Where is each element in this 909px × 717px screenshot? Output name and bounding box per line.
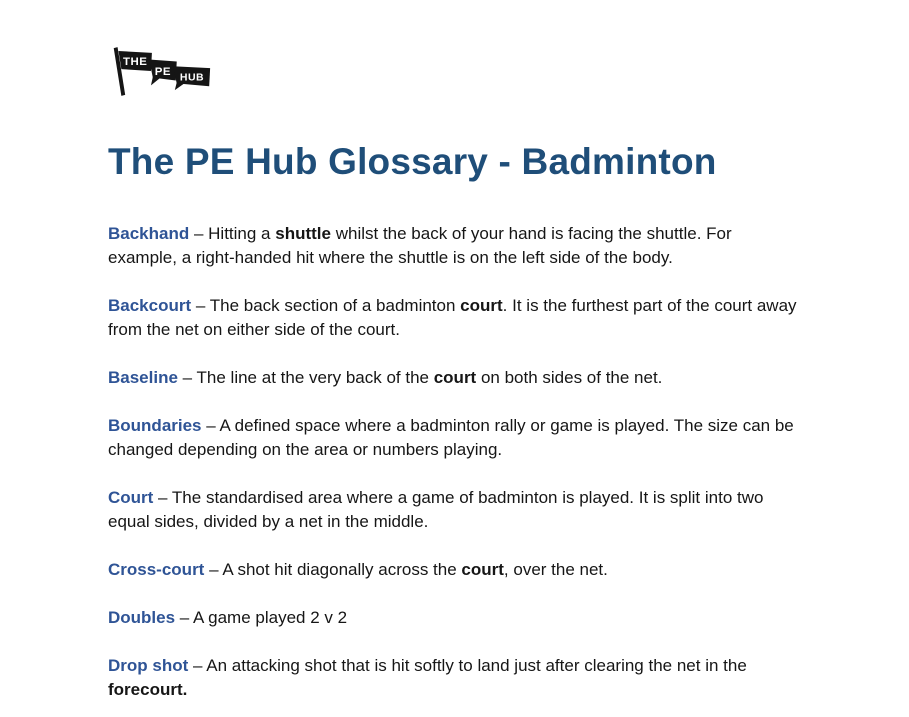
glossary-entry	[108, 654, 800, 702]
page-title: The PE Hub Glossary - Badminton	[108, 141, 717, 182]
glossary-entry	[108, 366, 800, 390]
definition-text: forecourt.	[108, 680, 188, 699]
glossary-entry	[108, 558, 800, 582]
definition-text: – A shot hit diagonally across the	[204, 560, 462, 579]
glossary-entry	[108, 222, 800, 270]
logo-text-the: THE	[123, 55, 148, 68]
glossary-term: Backhand	[108, 224, 190, 243]
logo-text-pe: PE	[154, 65, 171, 78]
definition-text: , over the net.	[503, 560, 608, 579]
glossary-term: Drop shot	[108, 656, 189, 675]
glossary-term: Baseline	[108, 368, 178, 387]
definition-text: on both sides of the net.	[476, 368, 663, 387]
definition-text: – The back section of a badminton	[191, 296, 461, 315]
glossary-term: Boundaries	[108, 416, 202, 435]
glossary-entry	[108, 294, 800, 342]
glossary-entry	[108, 606, 800, 630]
definition-text: – The standardised area where a game of badminton is played. It is split into two equal sides, divided by a net in the middle.	[108, 488, 764, 531]
glossary-term: Backcourt	[108, 296, 192, 315]
definition-text: . It is the furthest part of the court away from the net on either side of the court.	[108, 296, 797, 339]
glossary-term: Cross-court	[108, 560, 205, 579]
glossary-term: Doubles	[108, 608, 176, 627]
definition-text: shuttle	[275, 224, 331, 243]
definition-text: court	[461, 560, 504, 579]
pe-hub-logo-icon	[108, 46, 213, 96]
definition-text: court	[460, 296, 503, 315]
glossary-term: Court	[108, 488, 154, 507]
glossary-entry	[108, 414, 800, 462]
definition-text: – A game played 2 v 2	[175, 608, 348, 627]
definition-text: – A defined space where a badminton rally or game is played. The size can be changed depending on the area or numbers playing.	[108, 416, 794, 459]
definition-text: court	[433, 368, 477, 387]
definition-text: whilst the back of your hand is facing the shuttle. For example, a right-handed hit where the shuttle is on the left side of the body.	[108, 224, 732, 267]
logo-text-hub: HUB	[179, 71, 205, 84]
glossary-list	[108, 222, 800, 702]
definition-text: – Hitting a	[189, 224, 276, 243]
definition-text: – An attacking shot that is hit softly to land just after clearing the net in the	[188, 656, 747, 675]
definition-text: – The line at the very back of the	[177, 368, 434, 387]
glossary-entry	[108, 486, 800, 534]
